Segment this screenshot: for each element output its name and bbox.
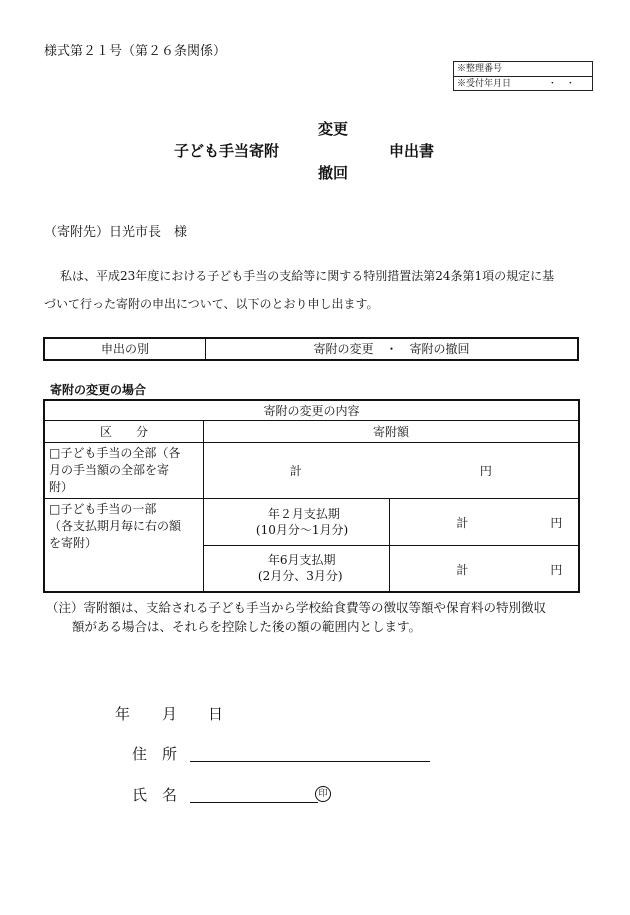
- period-jun-title: 年6月支払期: [267, 553, 336, 568]
- title-option-change: 変更: [318, 120, 349, 138]
- request-type-label: 申出の別: [45, 339, 206, 359]
- reference-date-label: ※受付年月日: [457, 79, 512, 89]
- row-partial-label[interactable]: [44, 498, 203, 592]
- title-suffix: 申出書: [389, 142, 435, 160]
- name-label: 氏 名: [132, 786, 178, 804]
- row-partial-label-line: □子ども手当の一部: [49, 501, 157, 516]
- request-type-choice[interactable]: 寄附の変更 ・ 寄附の撤回: [313, 342, 470, 356]
- note-line-2: 額がある場合は、それらを控除した後の額の範囲内とします。: [72, 619, 422, 634]
- row-all-amount-field[interactable]: [203, 442, 579, 498]
- period-jun: [203, 545, 389, 592]
- note-prefix: （注）: [46, 600, 84, 615]
- row-partial-label-line: を寄附）: [49, 535, 98, 550]
- row-partial-label-line: （各支払期月毎に右の額: [49, 518, 182, 533]
- row-all-label-line: 月の手当額の全部を寄: [49, 462, 170, 477]
- yen-unit: 円: [479, 463, 492, 478]
- intro-line-2: づいて行った寄附の申出について、以下のとおり申し出ます。: [44, 297, 379, 311]
- seal-mark: 印: [315, 786, 331, 802]
- period-feb-title: 年２月支払期: [267, 506, 340, 521]
- addressee: （寄附先）日光市長 様: [44, 225, 188, 240]
- total-label: 計: [456, 515, 469, 530]
- column-header-amount: 寄附額: [203, 420, 579, 442]
- note: [46, 598, 606, 636]
- address-input-line[interactable]: [190, 760, 430, 762]
- reference-date-dots: ・ ・: [547, 79, 575, 89]
- total-label: 計: [289, 463, 302, 478]
- column-header-category: 区 分: [44, 420, 203, 442]
- row-all-label-line: 附）: [49, 479, 74, 494]
- row-all-label-line: □子ども手当の全部（各: [49, 445, 181, 460]
- date-day-label: 日: [208, 705, 224, 723]
- change-section-heading: 寄附の変更の場合: [50, 383, 147, 397]
- change-table-title: 寄附の変更の内容: [44, 400, 579, 420]
- reference-number-label: ※整理番号: [457, 64, 503, 74]
- change-table: [43, 399, 580, 593]
- yen-unit: 円: [550, 515, 563, 530]
- date-year-label: 年: [115, 705, 131, 723]
- reference-date-row: [454, 76, 592, 90]
- period-feb-amount-field[interactable]: [390, 498, 579, 545]
- title-option-withdraw: 撤回: [318, 164, 349, 182]
- reference-box: [453, 61, 593, 91]
- period-feb: [203, 498, 389, 545]
- total-label: 計: [456, 562, 469, 577]
- request-type-box: [43, 337, 579, 361]
- period-jun-months: (2月分、3月分): [257, 569, 343, 584]
- period-jun-amount-field[interactable]: [390, 545, 579, 592]
- intro-line-1: 私は、平成23年度における子ども手当の支給等に関する特別措置法第24条第1項の規定に基: [60, 269, 555, 283]
- note-line-1: 寄附額は、支給される子ども手当から学校給食費等の徴収等額や保育料の特別徴収: [83, 600, 547, 615]
- row-all-label[interactable]: [44, 442, 203, 498]
- yen-unit: 円: [550, 562, 563, 577]
- address-label: 住 所: [132, 745, 178, 763]
- form-number: 様式第２１号（第２６条関係）: [44, 44, 227, 59]
- name-input-line[interactable]: [190, 801, 318, 803]
- date-month-label: 月: [162, 705, 178, 723]
- period-feb-months: (10月分～1月分): [255, 522, 349, 537]
- page-title: 子ども手当寄附: [174, 142, 280, 160]
